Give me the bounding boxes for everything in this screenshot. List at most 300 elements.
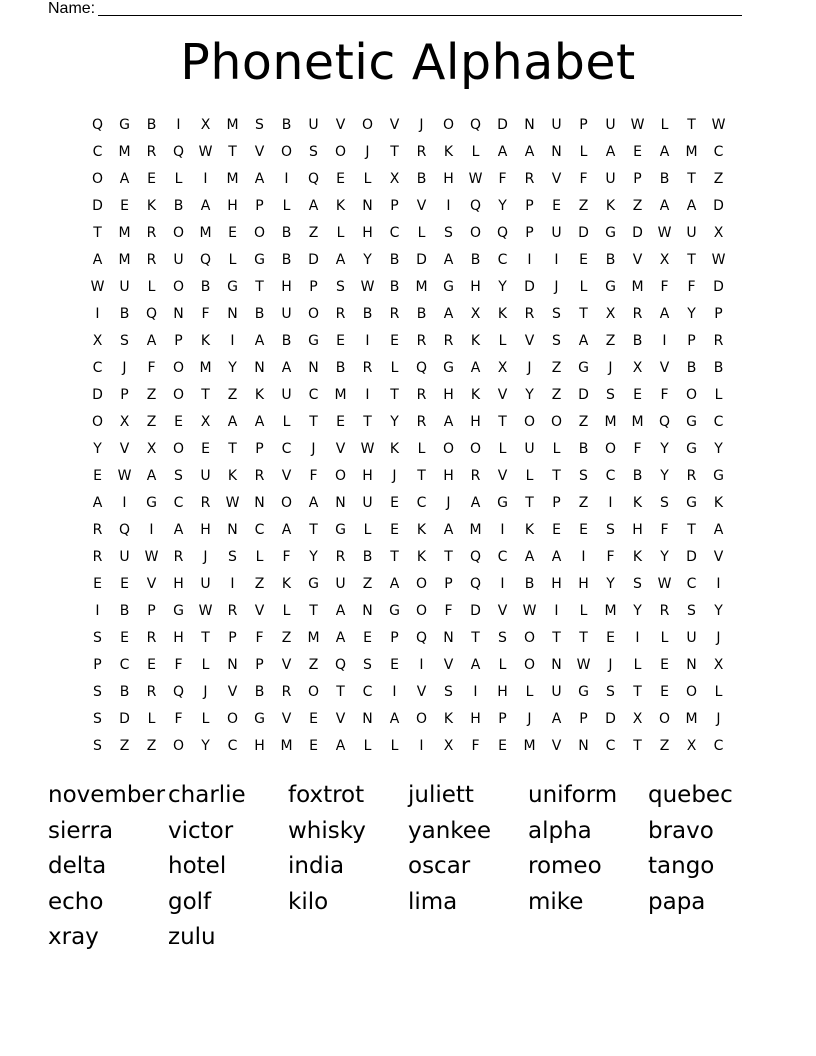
grid-letter[interactable]: Z bbox=[551, 386, 562, 403]
grid-letter[interactable]: P bbox=[390, 197, 399, 214]
grid-letter[interactable]: F bbox=[444, 602, 453, 619]
grid-letter[interactable]: O bbox=[685, 683, 698, 700]
grid-letter[interactable]: F bbox=[471, 737, 480, 754]
grid-letter[interactable]: C bbox=[713, 413, 724, 430]
grid-letter[interactable]: W bbox=[144, 548, 159, 565]
grid-letter[interactable]: R bbox=[146, 143, 157, 160]
grid-letter[interactable]: Z bbox=[146, 413, 157, 430]
grid-letter[interactable]: A bbox=[389, 575, 400, 592]
grid-letter[interactable]: M bbox=[523, 737, 536, 754]
grid-letter[interactable]: U bbox=[119, 278, 130, 295]
grid-letter[interactable]: B bbox=[416, 170, 427, 187]
grid-letter[interactable]: S bbox=[309, 143, 318, 160]
grid-letter[interactable]: N bbox=[227, 521, 238, 538]
grid-letter[interactable]: W bbox=[225, 494, 240, 511]
grid-letter[interactable]: T bbox=[228, 440, 237, 457]
grid-letter[interactable]: L bbox=[525, 467, 534, 484]
grid-letter[interactable]: G bbox=[686, 440, 697, 457]
grid-letter[interactable]: O bbox=[307, 683, 320, 700]
grid-letter[interactable]: R bbox=[173, 548, 184, 565]
grid-letter[interactable]: I bbox=[419, 737, 424, 754]
grid-letter[interactable]: A bbox=[254, 170, 265, 187]
grid-letter[interactable]: G bbox=[146, 494, 157, 511]
grid-letter[interactable]: S bbox=[120, 332, 129, 349]
grid-letter[interactable]: Q bbox=[469, 575, 482, 592]
grid-letter[interactable]: U bbox=[335, 575, 346, 592]
grid-letter[interactable]: Y bbox=[525, 386, 534, 403]
grid-letter[interactable]: X bbox=[632, 710, 643, 727]
grid-letter[interactable]: A bbox=[713, 521, 724, 538]
grid-letter[interactable]: A bbox=[659, 143, 670, 160]
grid-letter[interactable]: P bbox=[498, 710, 507, 727]
grid-letter[interactable]: H bbox=[200, 521, 211, 538]
grid-letter[interactable]: L bbox=[147, 278, 156, 295]
grid-letter[interactable]: N bbox=[524, 116, 535, 133]
grid-letter[interactable]: L bbox=[282, 197, 291, 214]
grid-letter[interactable]: K bbox=[605, 197, 616, 214]
grid-letter[interactable]: K bbox=[200, 332, 211, 349]
grid-letter[interactable]: S bbox=[606, 521, 615, 538]
grid-letter[interactable]: X bbox=[713, 224, 724, 241]
grid-letter[interactable]: P bbox=[309, 278, 318, 295]
grid-letter[interactable]: X bbox=[119, 413, 130, 430]
grid-letter[interactable]: Z bbox=[227, 386, 238, 403]
grid-letter[interactable]: P bbox=[147, 602, 156, 619]
grid-letter[interactable]: X bbox=[659, 251, 670, 268]
grid-letter[interactable]: R bbox=[416, 413, 427, 430]
grid-letter[interactable]: L bbox=[363, 170, 372, 187]
grid-letter[interactable]: Y bbox=[390, 413, 399, 430]
grid-letter[interactable]: Q bbox=[658, 413, 671, 430]
grid-letter[interactable]: U bbox=[200, 467, 211, 484]
grid-letter[interactable]: Q bbox=[145, 305, 158, 322]
grid-letter[interactable]: R bbox=[335, 305, 346, 322]
grid-letter[interactable]: M bbox=[685, 710, 698, 727]
grid-letter[interactable]: G bbox=[686, 494, 697, 511]
grid-letter[interactable]: O bbox=[415, 575, 428, 592]
grid-letter[interactable]: D bbox=[605, 710, 616, 727]
grid-letter[interactable]: A bbox=[335, 737, 346, 754]
grid-letter[interactable]: T bbox=[390, 386, 399, 403]
grid-letter[interactable]: O bbox=[604, 440, 617, 457]
grid-letter[interactable]: I bbox=[635, 629, 640, 646]
grid-letter[interactable]: A bbox=[281, 521, 292, 538]
grid-letter[interactable]: H bbox=[470, 710, 481, 727]
grid-letter[interactable]: W bbox=[468, 170, 483, 187]
grid-letter[interactable]: R bbox=[362, 359, 373, 376]
grid-letter[interactable]: K bbox=[443, 143, 454, 160]
grid-letter[interactable]: B bbox=[281, 224, 292, 241]
grid-letter[interactable]: S bbox=[93, 683, 102, 700]
grid-letter[interactable]: H bbox=[362, 467, 373, 484]
grid-letter[interactable]: E bbox=[93, 467, 102, 484]
grid-letter[interactable]: K bbox=[632, 548, 643, 565]
grid-letter[interactable]: A bbox=[686, 197, 697, 214]
grid-letter[interactable]: V bbox=[335, 440, 346, 457]
grid-letter[interactable]: J bbox=[122, 359, 127, 376]
grid-letter[interactable]: M bbox=[604, 413, 617, 430]
grid-letter[interactable]: S bbox=[93, 629, 102, 646]
grid-letter[interactable]: F bbox=[255, 629, 264, 646]
grid-letter[interactable]: S bbox=[633, 575, 642, 592]
grid-letter[interactable]: J bbox=[203, 548, 208, 565]
grid-letter[interactable]: I bbox=[203, 170, 208, 187]
grid-letter[interactable]: L bbox=[579, 143, 588, 160]
grid-letter[interactable]: Y bbox=[660, 467, 669, 484]
grid-letter[interactable]: C bbox=[497, 251, 508, 268]
grid-letter[interactable]: L bbox=[525, 683, 534, 700]
grid-letter[interactable]: J bbox=[608, 656, 613, 673]
grid-letter[interactable]: S bbox=[255, 116, 264, 133]
grid-letter[interactable]: D bbox=[578, 386, 589, 403]
grid-letter[interactable]: G bbox=[335, 521, 346, 538]
grid-letter[interactable]: G bbox=[119, 116, 130, 133]
grid-letter[interactable]: P bbox=[579, 116, 588, 133]
grid-letter[interactable]: V bbox=[416, 683, 427, 700]
grid-letter[interactable]: E bbox=[660, 683, 669, 700]
grid-letter[interactable]: C bbox=[713, 143, 724, 160]
grid-letter[interactable]: T bbox=[336, 683, 345, 700]
grid-letter[interactable]: V bbox=[632, 251, 643, 268]
grid-letter[interactable]: Q bbox=[334, 656, 347, 673]
grid-letter[interactable]: X bbox=[713, 656, 724, 673]
grid-letter[interactable]: H bbox=[443, 386, 454, 403]
grid-letter[interactable]: T bbox=[552, 629, 561, 646]
grid-letter[interactable]: D bbox=[632, 224, 643, 241]
grid-letter[interactable]: B bbox=[713, 359, 724, 376]
grid-letter[interactable]: T bbox=[687, 170, 696, 187]
grid-letter[interactable]: A bbox=[335, 629, 346, 646]
grid-letter[interactable]: A bbox=[335, 251, 346, 268]
grid-letter[interactable]: P bbox=[174, 332, 183, 349]
grid-letter[interactable]: E bbox=[309, 737, 318, 754]
grid-letter[interactable]: B bbox=[659, 170, 670, 187]
grid-letter[interactable]: L bbox=[228, 251, 237, 268]
grid-letter[interactable]: S bbox=[228, 548, 237, 565]
grid-letter[interactable]: I bbox=[95, 305, 100, 322]
grid-letter[interactable]: L bbox=[336, 224, 345, 241]
grid-letter[interactable]: G bbox=[497, 494, 508, 511]
grid-letter[interactable]: I bbox=[392, 683, 397, 700]
grid-letter[interactable]: O bbox=[415, 602, 428, 619]
grid-letter[interactable]: R bbox=[443, 332, 454, 349]
grid-letter[interactable]: W bbox=[522, 602, 537, 619]
grid-letter[interactable]: U bbox=[524, 440, 535, 457]
grid-letter[interactable]: C bbox=[416, 494, 427, 511]
grid-letter[interactable]: I bbox=[581, 548, 586, 565]
grid-letter[interactable]: K bbox=[389, 440, 400, 457]
grid-letter[interactable]: F bbox=[498, 170, 507, 187]
grid-letter[interactable]: Z bbox=[254, 575, 265, 592]
grid-letter[interactable]: Y bbox=[363, 251, 372, 268]
grid-letter[interactable]: E bbox=[552, 197, 561, 214]
grid-letter[interactable]: Y bbox=[309, 548, 318, 565]
grid-letter[interactable]: J bbox=[527, 710, 532, 727]
grid-letter[interactable]: O bbox=[415, 710, 428, 727]
grid-letter[interactable]: T bbox=[363, 413, 372, 430]
grid-letter[interactable]: E bbox=[120, 575, 129, 592]
grid-letter[interactable]: G bbox=[686, 413, 697, 430]
grid-letter[interactable]: W bbox=[711, 116, 726, 133]
grid-letter[interactable]: B bbox=[362, 305, 373, 322]
grid-letter[interactable]: J bbox=[554, 278, 559, 295]
grid-letter[interactable]: U bbox=[551, 683, 562, 700]
grid-letter[interactable]: R bbox=[659, 602, 670, 619]
grid-letter[interactable]: H bbox=[632, 521, 643, 538]
grid-letter[interactable]: A bbox=[254, 413, 265, 430]
grid-letter[interactable]: G bbox=[578, 683, 589, 700]
grid-letter[interactable]: H bbox=[173, 629, 184, 646]
grid-letter[interactable]: T bbox=[687, 116, 696, 133]
grid-letter[interactable]: D bbox=[92, 386, 103, 403]
grid-letter[interactable]: E bbox=[147, 656, 156, 673]
grid-letter[interactable]: Q bbox=[415, 629, 428, 646]
grid-letter[interactable]: G bbox=[713, 467, 724, 484]
grid-letter[interactable]: I bbox=[122, 494, 127, 511]
grid-letter[interactable]: P bbox=[444, 575, 453, 592]
grid-letter[interactable]: T bbox=[201, 386, 210, 403]
grid-letter[interactable]: C bbox=[119, 656, 130, 673]
grid-letter[interactable]: Q bbox=[91, 116, 104, 133]
grid-letter[interactable]: L bbox=[390, 737, 399, 754]
grid-letter[interactable]: K bbox=[470, 386, 481, 403]
grid-letter[interactable]: A bbox=[389, 710, 400, 727]
grid-letter[interactable]: A bbox=[470, 494, 481, 511]
grid-letter[interactable]: O bbox=[91, 170, 104, 187]
grid-letter[interactable]: Z bbox=[578, 197, 589, 214]
grid-letter[interactable]: J bbox=[608, 359, 613, 376]
grid-letter[interactable]: A bbox=[146, 332, 157, 349]
grid-letter[interactable]: B bbox=[605, 251, 616, 268]
grid-letter[interactable]: T bbox=[417, 467, 426, 484]
grid-letter[interactable]: R bbox=[416, 332, 427, 349]
grid-letter[interactable]: A bbox=[443, 305, 454, 322]
grid-letter[interactable]: U bbox=[686, 629, 697, 646]
grid-letter[interactable]: V bbox=[551, 737, 562, 754]
grid-letter[interactable]: B bbox=[119, 602, 130, 619]
grid-letter[interactable]: M bbox=[118, 224, 131, 241]
grid-letter[interactable]: A bbox=[308, 197, 319, 214]
grid-letter[interactable]: Z bbox=[362, 575, 373, 592]
grid-letter[interactable]: G bbox=[173, 602, 184, 619]
grid-letter[interactable]: B bbox=[119, 683, 130, 700]
grid-letter[interactable]: I bbox=[662, 332, 667, 349]
grid-letter[interactable]: C bbox=[281, 440, 292, 457]
grid-letter[interactable]: Y bbox=[498, 278, 507, 295]
grid-letter[interactable]: Z bbox=[605, 332, 616, 349]
grid-letter[interactable]: Z bbox=[308, 224, 319, 241]
grid-letter[interactable]: A bbox=[227, 413, 238, 430]
grid-letter[interactable]: A bbox=[254, 332, 265, 349]
grid-letter[interactable]: B bbox=[254, 305, 265, 322]
grid-letter[interactable]: I bbox=[95, 602, 100, 619]
grid-letter[interactable]: X bbox=[497, 359, 508, 376]
grid-letter[interactable]: E bbox=[579, 521, 588, 538]
grid-letter[interactable]: O bbox=[523, 629, 536, 646]
grid-letter[interactable]: X bbox=[605, 305, 616, 322]
grid-letter[interactable]: H bbox=[254, 737, 265, 754]
grid-letter[interactable]: A bbox=[443, 413, 454, 430]
grid-letter[interactable]: E bbox=[228, 224, 237, 241]
grid-letter[interactable]: H bbox=[578, 575, 589, 592]
grid-letter[interactable]: F bbox=[606, 548, 615, 565]
grid-letter[interactable]: L bbox=[498, 440, 507, 457]
grid-letter[interactable]: G bbox=[443, 359, 454, 376]
grid-letter[interactable]: X bbox=[470, 305, 481, 322]
grid-letter[interactable]: S bbox=[552, 332, 561, 349]
grid-letter[interactable]: O bbox=[253, 224, 266, 241]
grid-letter[interactable]: R bbox=[416, 386, 427, 403]
grid-letter[interactable]: S bbox=[93, 710, 102, 727]
grid-letter[interactable]: N bbox=[362, 710, 373, 727]
grid-letter[interactable]: J bbox=[365, 143, 370, 160]
grid-letter[interactable]: N bbox=[254, 494, 265, 511]
grid-letter[interactable]: L bbox=[579, 602, 588, 619]
grid-letter[interactable]: V bbox=[254, 143, 265, 160]
grid-letter[interactable]: V bbox=[659, 359, 670, 376]
grid-letter[interactable]: P bbox=[255, 656, 264, 673]
grid-letter[interactable]: G bbox=[578, 359, 589, 376]
grid-letter[interactable]: A bbox=[551, 710, 562, 727]
grid-letter[interactable]: L bbox=[201, 710, 210, 727]
grid-letter[interactable]: E bbox=[390, 332, 399, 349]
grid-letter[interactable]: Q bbox=[172, 683, 185, 700]
grid-letter[interactable]: A bbox=[551, 548, 562, 565]
grid-letter[interactable]: F bbox=[174, 656, 183, 673]
grid-letter[interactable]: A bbox=[92, 494, 103, 511]
grid-letter[interactable]: L bbox=[498, 332, 507, 349]
grid-letter[interactable]: O bbox=[334, 467, 347, 484]
grid-letter[interactable]: E bbox=[93, 575, 102, 592]
grid-letter[interactable]: C bbox=[173, 494, 184, 511]
grid-letter[interactable]: B bbox=[389, 278, 400, 295]
grid-letter[interactable]: X bbox=[632, 359, 643, 376]
grid-letter[interactable]: T bbox=[444, 548, 453, 565]
grid-letter[interactable]: B bbox=[578, 440, 589, 457]
grid-letter[interactable]: F bbox=[147, 359, 156, 376]
grid-letter[interactable]: T bbox=[687, 521, 696, 538]
grid-letter[interactable]: K bbox=[416, 521, 427, 538]
grid-letter[interactable]: B bbox=[632, 467, 643, 484]
grid-letter[interactable]: L bbox=[417, 224, 426, 241]
grid-letter[interactable]: X bbox=[200, 116, 211, 133]
grid-letter[interactable]: O bbox=[334, 143, 347, 160]
grid-letter[interactable]: I bbox=[500, 575, 505, 592]
grid-letter[interactable]: O bbox=[469, 440, 482, 457]
grid-letter[interactable]: G bbox=[443, 278, 454, 295]
grid-letter[interactable]: R bbox=[200, 494, 211, 511]
grid-letter[interactable]: E bbox=[390, 494, 399, 511]
grid-letter[interactable]: A bbox=[497, 143, 508, 160]
grid-letter[interactable]: R bbox=[416, 143, 427, 160]
grid-letter[interactable]: O bbox=[307, 305, 320, 322]
name-underline[interactable] bbox=[98, 0, 742, 16]
grid-letter[interactable]: T bbox=[309, 413, 318, 430]
grid-letter[interactable]: O bbox=[361, 116, 374, 133]
grid-letter[interactable]: U bbox=[281, 305, 292, 322]
grid-letter[interactable]: L bbox=[552, 440, 561, 457]
grid-letter[interactable]: R bbox=[524, 170, 535, 187]
grid-letter[interactable]: A bbox=[470, 656, 481, 673]
grid-letter[interactable]: B bbox=[119, 305, 130, 322]
grid-letter[interactable]: W bbox=[198, 602, 213, 619]
grid-letter[interactable]: P bbox=[579, 710, 588, 727]
grid-letter[interactable]: V bbox=[227, 683, 238, 700]
grid-letter[interactable]: Y bbox=[93, 440, 102, 457]
grid-letter[interactable]: K bbox=[281, 575, 292, 592]
grid-letter[interactable]: S bbox=[606, 683, 615, 700]
grid-letter[interactable]: V bbox=[335, 116, 346, 133]
grid-letter[interactable]: A bbox=[524, 143, 535, 160]
grid-letter[interactable]: Y bbox=[498, 197, 507, 214]
grid-letter[interactable]: U bbox=[281, 386, 292, 403]
grid-letter[interactable]: I bbox=[149, 521, 154, 538]
grid-letter[interactable]: E bbox=[309, 710, 318, 727]
grid-letter[interactable]: W bbox=[657, 224, 672, 241]
grid-letter[interactable]: F bbox=[201, 305, 210, 322]
grid-letter[interactable]: R bbox=[632, 305, 643, 322]
grid-letter[interactable]: T bbox=[687, 251, 696, 268]
grid-letter[interactable]: Z bbox=[146, 737, 157, 754]
grid-letter[interactable]: L bbox=[363, 737, 372, 754]
grid-letter[interactable]: K bbox=[254, 386, 265, 403]
grid-letter[interactable]: N bbox=[362, 197, 373, 214]
name-field[interactable] bbox=[48, 0, 742, 17]
grid-letter[interactable]: A bbox=[605, 143, 616, 160]
grid-letter[interactable]: H bbox=[443, 170, 454, 187]
grid-letter[interactable]: V bbox=[146, 575, 157, 592]
grid-letter[interactable]: D bbox=[578, 224, 589, 241]
grid-letter[interactable]: L bbox=[471, 143, 480, 160]
grid-letter[interactable]: U bbox=[605, 170, 616, 187]
grid-letter[interactable]: U bbox=[551, 224, 562, 241]
grid-letter[interactable]: F bbox=[282, 548, 291, 565]
grid-letter[interactable]: S bbox=[444, 683, 453, 700]
grid-letter[interactable]: E bbox=[498, 737, 507, 754]
grid-letter[interactable]: F bbox=[687, 278, 696, 295]
grid-letter[interactable]: R bbox=[254, 467, 265, 484]
grid-letter[interactable]: V bbox=[335, 710, 346, 727]
grid-letter[interactable]: P bbox=[390, 629, 399, 646]
grid-letter[interactable]: Z bbox=[146, 386, 157, 403]
grid-letter[interactable]: L bbox=[714, 386, 723, 403]
grid-letter[interactable]: T bbox=[228, 143, 237, 160]
grid-letter[interactable]: O bbox=[469, 224, 482, 241]
grid-letter[interactable]: P bbox=[633, 170, 642, 187]
grid-letter[interactable]: K bbox=[416, 548, 427, 565]
grid-letter[interactable]: V bbox=[389, 116, 400, 133]
grid-letter[interactable]: G bbox=[254, 710, 265, 727]
grid-letter[interactable]: M bbox=[685, 143, 698, 160]
grid-letter[interactable]: D bbox=[524, 278, 535, 295]
grid-letter[interactable]: Z bbox=[119, 737, 130, 754]
grid-letter[interactable]: H bbox=[281, 278, 292, 295]
grid-letter[interactable]: E bbox=[120, 629, 129, 646]
grid-letter[interactable]: I bbox=[500, 521, 505, 538]
grid-letter[interactable]: A bbox=[173, 521, 184, 538]
grid-letter[interactable]: D bbox=[713, 197, 724, 214]
grid-letter[interactable]: I bbox=[716, 575, 721, 592]
grid-letter[interactable]: Y bbox=[660, 440, 669, 457]
grid-letter[interactable]: B bbox=[146, 116, 157, 133]
grid-letter[interactable]: E bbox=[390, 656, 399, 673]
grid-letter[interactable]: V bbox=[713, 548, 724, 565]
grid-letter[interactable]: J bbox=[311, 440, 316, 457]
grid-letter[interactable]: I bbox=[284, 170, 289, 187]
grid-letter[interactable]: I bbox=[365, 332, 370, 349]
grid-letter[interactable]: N bbox=[551, 656, 562, 673]
grid-letter[interactable]: V bbox=[497, 602, 508, 619]
